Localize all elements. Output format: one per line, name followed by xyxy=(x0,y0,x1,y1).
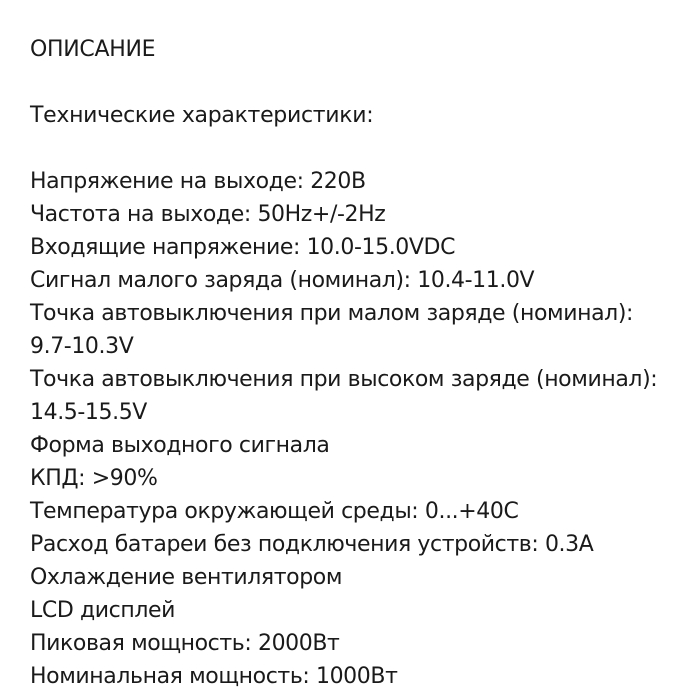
spec-item-idle-consumption: Расход батареи без подключения устройств: 0.3А xyxy=(30,532,594,557)
spec-item-rated-power: Номинальная мощность: 1000Вт xyxy=(30,664,398,689)
spec-item-high-charge-cutoff: Точка автовыключения при высоком заряде (номинал): 14.5-15.5V xyxy=(30,367,658,425)
description-section xyxy=(30,33,676,693)
specs-title: Технические характеристики: xyxy=(30,103,374,128)
spec-item-low-charge-cutoff: Точка автовыключения при малом заряде (номинал): 9.7-10.3V xyxy=(30,301,634,359)
spec-item-lcd-display: LCD дисплей xyxy=(30,598,176,623)
spec-item-peak-power: Пиковая мощность: 2000Вт xyxy=(30,631,340,656)
spec-item-fan-cooling: Охлаждение вентилятором xyxy=(30,565,343,590)
spec-item-output-waveform: Форма выходного сигнала xyxy=(30,433,330,458)
specs-list xyxy=(30,165,676,693)
spec-item-low-charge-signal: Сигнал малого заряда (номинал): 10.4-11.0V xyxy=(30,268,535,293)
spec-item-output-voltage: Напряжение на выходе: 220В xyxy=(30,169,366,194)
spec-item-efficiency: КПД: >90% xyxy=(30,466,158,491)
spec-item-output-frequency: Частота на выходе: 50Hz+/-2Hz xyxy=(30,202,386,227)
spec-item-input-voltage: Входящие напряжение: 10.0-15.0VDC xyxy=(30,235,456,260)
spec-item-ambient-temperature: Температура окружающей среды: 0...+40С xyxy=(30,499,519,524)
section-heading: ОПИСАНИЕ xyxy=(30,37,156,62)
